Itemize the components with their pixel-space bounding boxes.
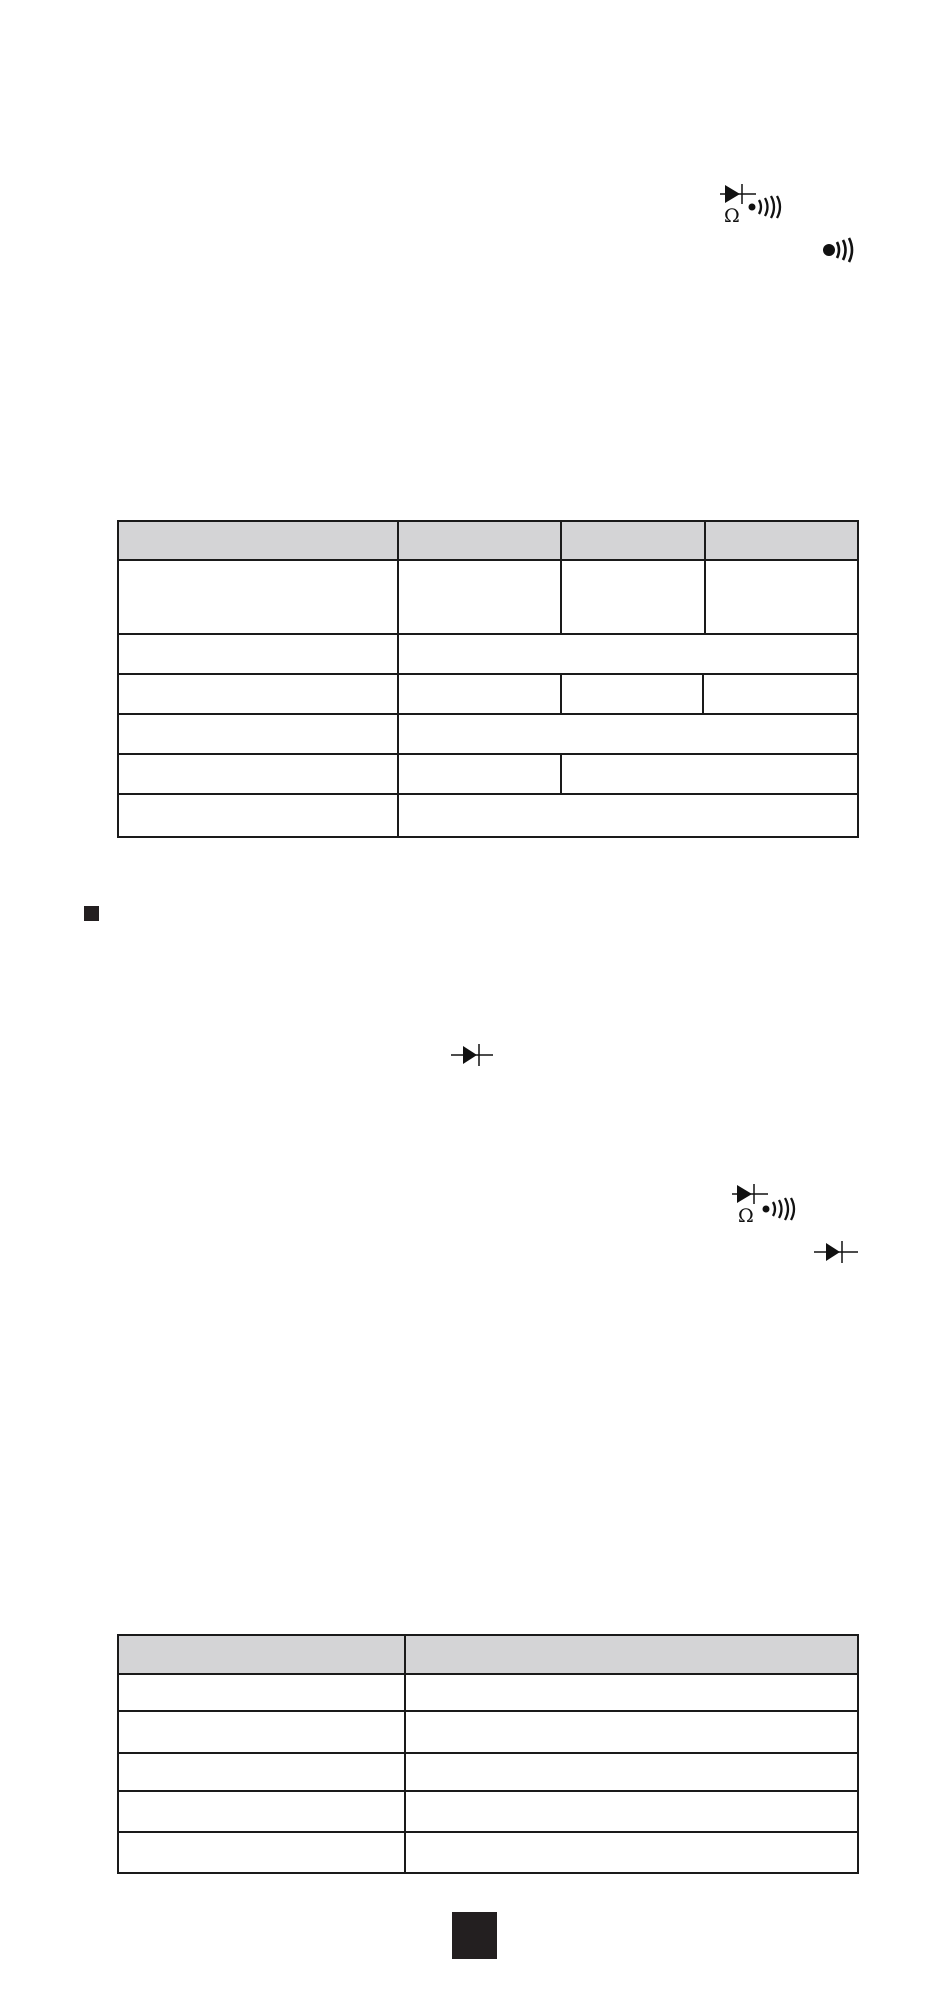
table-rule: [560, 522, 562, 633]
specification-table-1: [117, 520, 859, 838]
table-rule: [119, 1752, 857, 1754]
table-rule: [119, 1710, 857, 1712]
table-header-cell: [119, 1636, 404, 1673]
table-rule: [119, 673, 857, 675]
table-rule: [119, 1831, 857, 1833]
table-rule: [119, 793, 857, 795]
table-rule: [560, 753, 562, 793]
table-rule: [704, 522, 706, 633]
specification-table-2: [117, 1634, 859, 1874]
table-rule: [119, 1790, 857, 1792]
continuity-buzzer-icon: [822, 237, 858, 263]
diode-icon: [451, 1043, 493, 1067]
table-rule: [119, 1673, 857, 1675]
table-header-cell: [706, 522, 857, 559]
table-header-cell: [119, 522, 397, 559]
page-number-box: [452, 1912, 497, 1959]
table-rule: [119, 713, 857, 715]
ohm-symbol: Ω: [738, 1205, 754, 1227]
table-rule: [404, 1636, 406, 1872]
continuity-icon: [748, 195, 784, 219]
section-bullet-marker: [84, 906, 99, 921]
ohm-symbol: Ω: [724, 205, 740, 227]
table-rule: [119, 633, 857, 635]
table-header-cell: [562, 522, 704, 559]
table-rule: [119, 753, 857, 755]
table-rule: [397, 522, 399, 836]
table-header-cell: [406, 1636, 857, 1673]
continuity-icon: [762, 1197, 798, 1221]
table-rule: [119, 559, 857, 561]
diode-icon: [814, 1240, 858, 1264]
table-rule: [560, 673, 562, 713]
table-header-cell: [399, 522, 560, 559]
table-rule: [702, 673, 704, 713]
